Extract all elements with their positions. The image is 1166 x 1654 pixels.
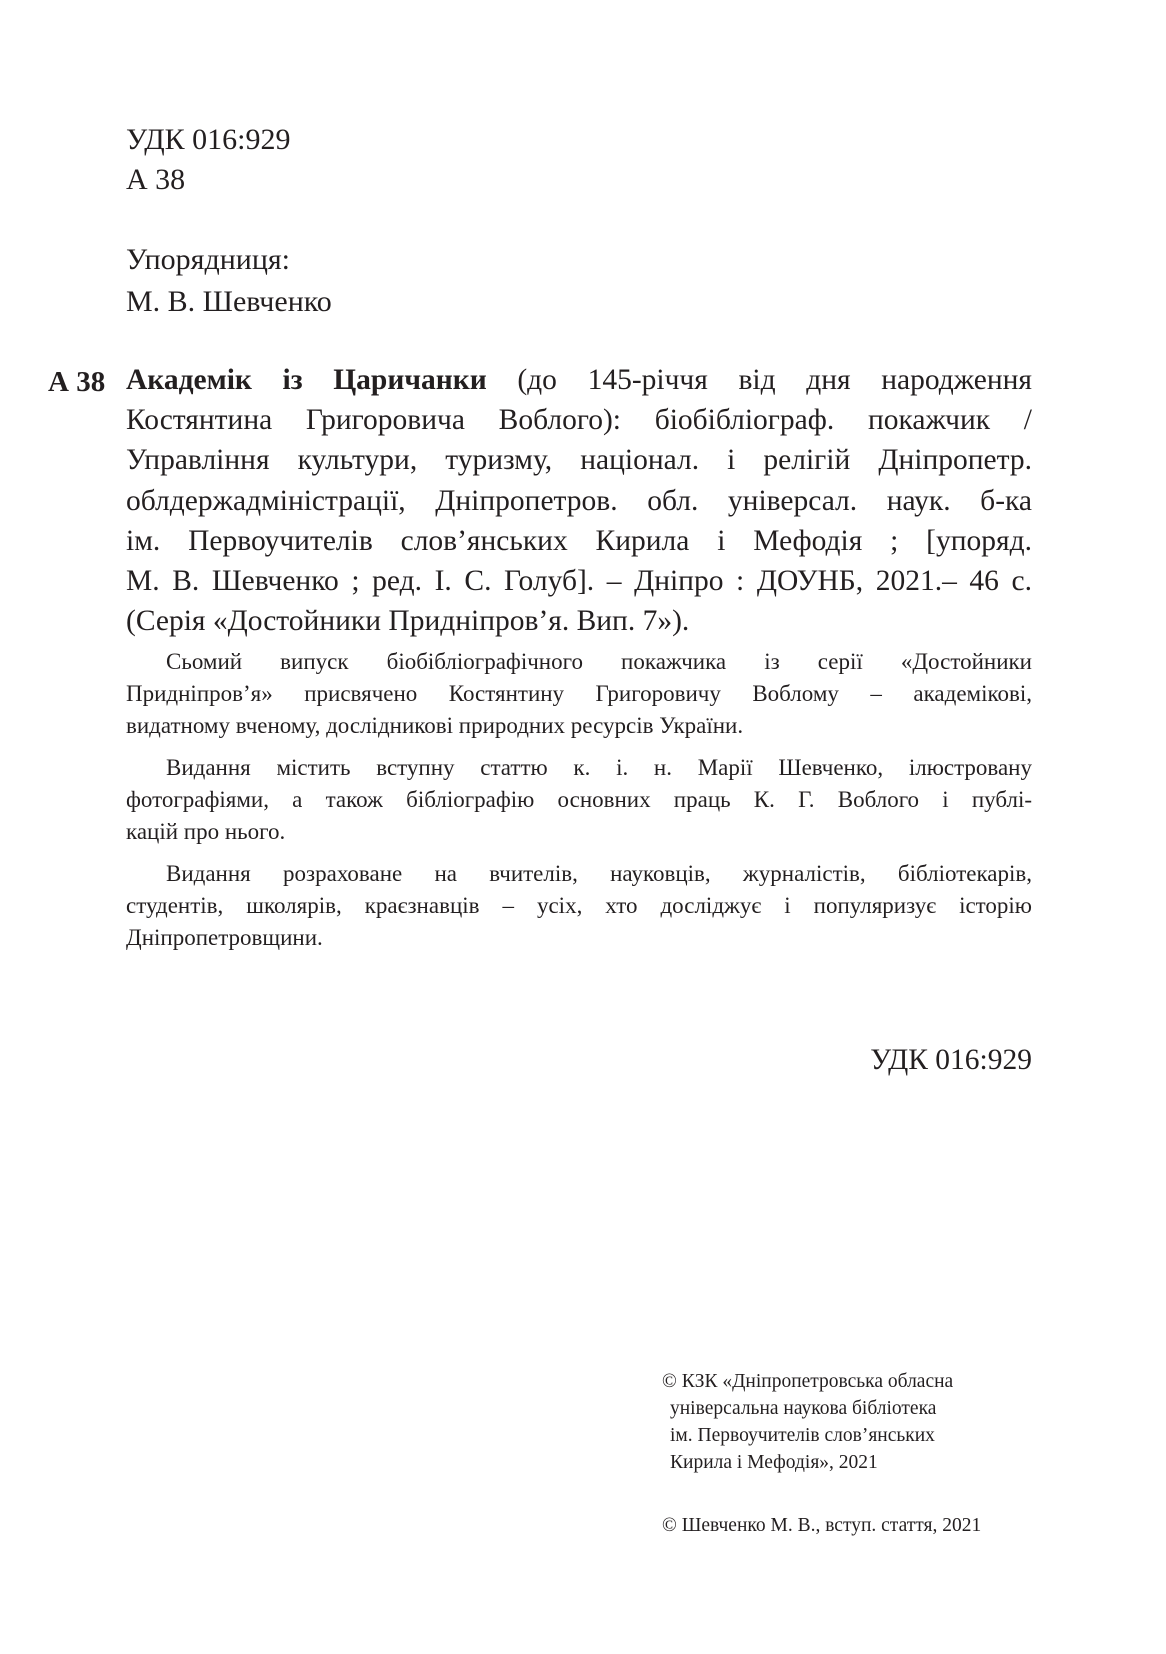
- abstract-line: Сьомий випуск біобібліографічного покажчика із серії «Достойники: [166, 649, 1032, 674]
- copyright-line: ім. Первоучителів слов’янських: [670, 1425, 935, 1446]
- udk-code: УДК 016:929: [126, 123, 291, 156]
- abstract-paragraph-3: [126, 858, 1032, 954]
- copyright-author: © Шевченко М. В., вступ. стаття, 2021: [662, 1515, 982, 1536]
- abstract-line: студентів, школярів, краєзнавців – усіх, хто досліджує і популяризує історію: [126, 893, 1032, 918]
- copyright-line: Кирила і Мефодія», 2021: [670, 1452, 878, 1473]
- abstract-line: кацій про нього.: [126, 819, 286, 844]
- abstract-line: Придніпров’я» присвячено Костянтину Григоровичу Воблому – академікові,: [126, 681, 1032, 706]
- entry-line-6: М. В. Шевченко ; ред. І. С. Голуб]. – Дніпро : ДОУНБ, 2021.– 46 с.: [126, 565, 1032, 598]
- udk-code-bottom: УДК 016:929: [870, 1044, 1032, 1076]
- copyright-library: [662, 1368, 953, 1476]
- copyright-line: © КЗК «Дніпропетровська обласна: [662, 1371, 954, 1392]
- abstract-line: Видання розраховане на вчителів, науковців, журналістів, бібліотекарів,: [166, 861, 1032, 886]
- entry-line-1: [126, 360, 1032, 400]
- abstract-line: видатному вченому, дослідникові природних ресурсів України.: [126, 713, 744, 738]
- entry-title: Академік із Царичанки: [126, 364, 487, 396]
- abstract-line: фотографіями, а також бібліографію основних праць К. Г. Воблого і публі-: [126, 787, 1032, 812]
- bibliographic-entry: [126, 360, 1032, 641]
- entry-line-5: ім. Первоучителів слов’янських Кирила і Мефодія ; [упоряд.: [126, 524, 1032, 557]
- entry-line-7: (Серія «Достойники Придніпров’я. Вип. 7»).: [126, 605, 690, 638]
- entry-line-4: облдержадміністрації, Дніпропетров. обл. універсал. наук. б-ка: [126, 484, 1032, 517]
- abstract-line: Видання містить вступну статтю к. і. н. Марії Шевченко, ілюстровану: [166, 755, 1032, 780]
- compiler-label: Упорядниця:: [126, 243, 291, 276]
- abstract-paragraph-2: [126, 752, 1032, 848]
- entry-line-3: Управління культури, туризму, націонал. і релігій Дніпропетр.: [126, 444, 1032, 477]
- entry-line-1-text: (до 145-річчя від дня народження: [486, 364, 1033, 396]
- author-mark: А 38: [126, 163, 186, 196]
- entry-margin-code: А 38: [48, 366, 106, 398]
- abstract: [126, 646, 1032, 964]
- copyright-line: універсальна наукова бібліотека: [670, 1398, 937, 1419]
- compiler-name: М. В. Шевченко: [126, 285, 332, 318]
- abstract-line: Дніпропетровщини.: [126, 925, 323, 950]
- abstract-paragraph-1: [126, 646, 1032, 742]
- entry-line-2: Костянтина Григоровича Воблого): біобібліограф. покажчик /: [126, 404, 1032, 437]
